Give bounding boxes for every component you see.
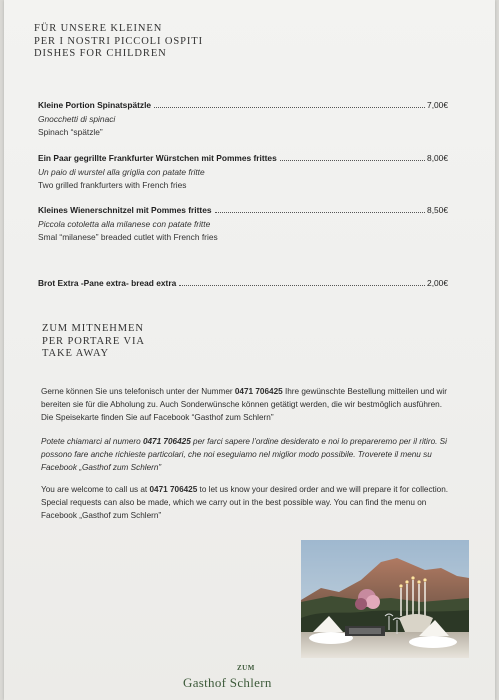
item-price: 8,00€ bbox=[427, 153, 448, 163]
item-price: 2,00€ bbox=[427, 278, 448, 288]
logo-name: Gasthof Schlern bbox=[183, 675, 272, 690]
takeaway-text-en bbox=[41, 483, 451, 522]
item-english: Smal “milanese” breaded cutlet with French fries bbox=[38, 232, 218, 242]
item-english: Two grilled frankfurters with French fries bbox=[38, 180, 187, 190]
item-italian: Gnocchetti di spinaci bbox=[38, 113, 116, 124]
restaurant-photo bbox=[301, 540, 469, 658]
phone-number: 0471 706425 bbox=[142, 437, 191, 446]
item-english: Spinach “spätzle” bbox=[38, 127, 103, 137]
text-segment: to let us know your desired order and we will prepare it for collection. Special requests can also be made, which we carry out in the best possible way. You can find the menu on Facebook „Gasthof zum Schlern” bbox=[41, 485, 449, 520]
dot-leader bbox=[179, 285, 425, 286]
item-name: Kleine Portion Spinatspätzle bbox=[38, 100, 152, 110]
dot-leader bbox=[154, 107, 425, 108]
text-segment: Potete chiamarci al numero bbox=[41, 437, 143, 446]
item-price: 8,50€ bbox=[427, 205, 448, 215]
text-segment: per farci sapere l’ordine desiderato e noi lo prepareremo per il ritiro. Si possono fare anche richieste particolari, che noi eseguiamo nel miglior modo possibile. Troverete il menu su Facebook „Gasthof zum Schlern” bbox=[41, 437, 447, 472]
item-price: 7,00€ bbox=[427, 100, 448, 110]
takeaway-heading-de: ZUM MITNEHMEN bbox=[42, 323, 144, 334]
item-italian: Un paio di wurstel alla griglia con patate fritte bbox=[38, 166, 205, 177]
logo-zum: ZUM bbox=[237, 664, 255, 672]
text-segment: Gerne können Sie uns telefonisch unter der Nummer bbox=[41, 387, 235, 396]
menu-item-bread bbox=[38, 277, 448, 291]
takeaway-heading-it: PER PORTARE VIA bbox=[42, 335, 145, 347]
takeaway-text-it bbox=[41, 435, 451, 474]
kids-heading-en: DISHES FOR CHILDREN bbox=[34, 48, 167, 59]
menu-item-frankfurter bbox=[38, 152, 448, 193]
phone-number: 0471 706425 bbox=[234, 387, 283, 396]
dot-leader bbox=[215, 212, 426, 213]
kids-heading-de: FÜR UNSERE KLEINEN bbox=[34, 23, 163, 34]
takeaway-heading-en: TAKE AWAY bbox=[42, 348, 109, 359]
gasthof-logo bbox=[179, 664, 319, 696]
text-segment: Ihre gewünschte Bestellung mitteilen und wir bereiten sie für die Abholung zu. Auch Sonderwünsche können getätigt werden, die wir bestmöglich ausführen. Die Speisekarte finden Sie auf Facebook “Gasthof zum Schlern” bbox=[41, 387, 447, 422]
menu-page bbox=[4, 0, 495, 700]
kids-heading bbox=[34, 23, 203, 61]
menu-item-wienerschnitzel bbox=[38, 204, 448, 245]
phone-number: 0471 706425 bbox=[149, 485, 198, 494]
text-segment: You are welcome to call us at bbox=[41, 485, 150, 494]
takeaway-text-de bbox=[41, 385, 451, 424]
dot-leader bbox=[280, 160, 425, 161]
item-name: Ein Paar gegrillte Frankfurter Würstchen mit Pommes frittes bbox=[38, 153, 277, 163]
item-name: Kleines Wienerschnitzel mit Pommes frittes bbox=[38, 205, 212, 215]
takeaway-heading bbox=[42, 323, 145, 361]
menu-item-spinatspaetzle bbox=[38, 99, 448, 140]
kids-heading-it: PER I NOSTRI PICCOLI OSPITI bbox=[34, 35, 203, 47]
item-italian: Piccola cotoletta alla milanese con patate fritte bbox=[38, 218, 211, 229]
item-name: Brot Extra -Pane extra- bread extra bbox=[38, 278, 177, 288]
